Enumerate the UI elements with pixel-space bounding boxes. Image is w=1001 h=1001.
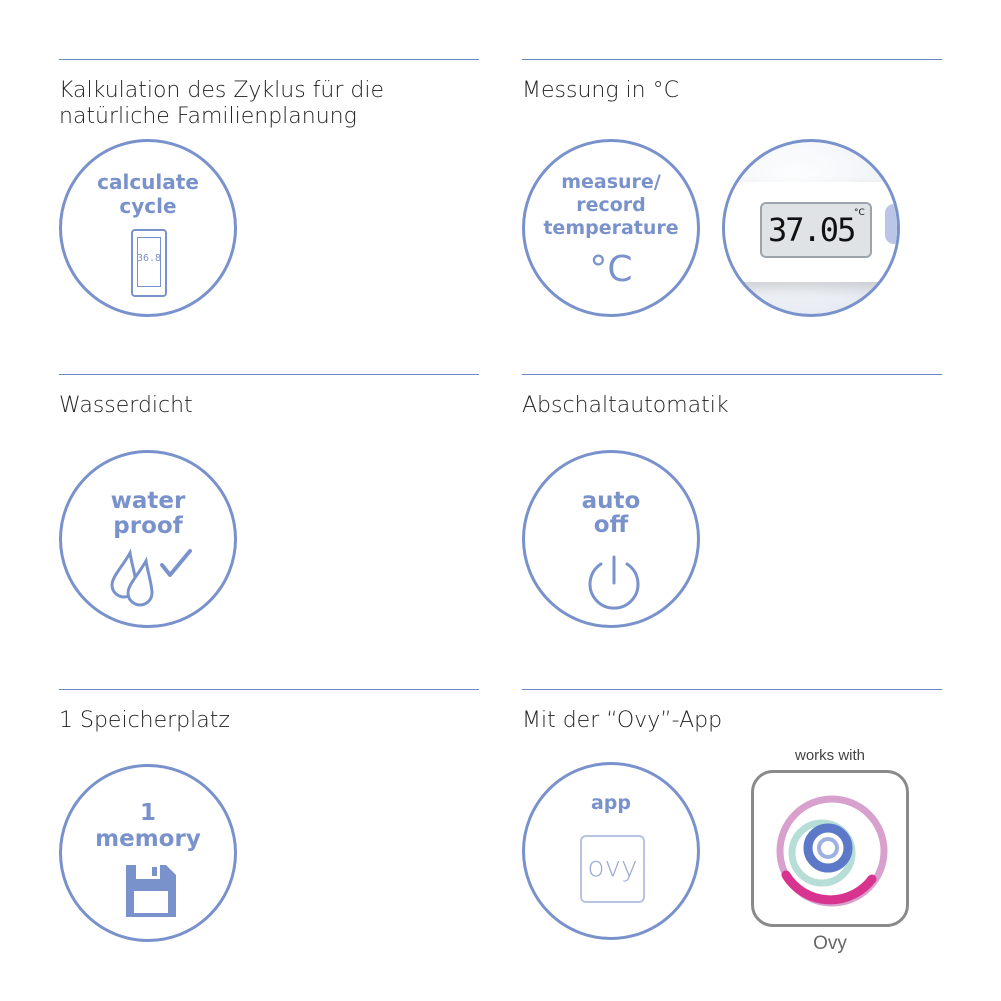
lcd-unit: °C [854, 208, 865, 218]
icon-label: record [576, 194, 646, 216]
measure-temperature-icon [522, 139, 700, 317]
feature-title: Kalkulation des Zyklus für die natürliche Familienplanung [59, 78, 385, 129]
icon-label: cycle [119, 194, 177, 218]
phone-reading: 36.8 [136, 253, 162, 264]
feature-autooff [522, 374, 942, 419]
lcd-screen [760, 202, 872, 258]
divider [522, 689, 942, 690]
thermometer-display-photo [722, 139, 900, 317]
icon-label: off [593, 512, 629, 538]
droplets-check-icon [62, 453, 240, 631]
icon-label: memory [95, 826, 201, 852]
icon-label: auto [581, 488, 641, 514]
memory-icon [59, 764, 237, 942]
feature-title: Wasserdicht [59, 393, 193, 418]
icon-label: water [110, 488, 186, 514]
feature-title: Mit der “Ovy”-App [522, 708, 723, 733]
phone-icon [131, 229, 167, 297]
divider [59, 374, 479, 375]
ovy-logo-icon [754, 773, 906, 924]
lcd-value: 37.05 [768, 211, 855, 249]
icon-label: app [590, 792, 632, 814]
power-icon [525, 453, 703, 631]
waterproof-icon [59, 450, 237, 628]
icon-label: temperature [543, 217, 679, 239]
ovy-app-tile [580, 835, 645, 903]
app-name: ovy [587, 850, 638, 883]
feature-memory [59, 689, 479, 734]
feature-title: 1 Speicherplatz [59, 708, 230, 733]
feature-cycle [59, 59, 479, 130]
ovy-badge-caption: Ovy [813, 933, 847, 954]
feature-waterproof [59, 374, 479, 419]
divider [59, 689, 479, 690]
divider [522, 59, 942, 60]
icon-label: calculate [97, 170, 199, 194]
feature-celsius [522, 59, 942, 104]
feature-app [522, 689, 942, 734]
ovy-badge [751, 770, 909, 927]
works-with-label: works with [794, 747, 865, 764]
app-icon [522, 762, 700, 940]
calculate-cycle-icon [59, 139, 237, 317]
icon-label: measure/ [561, 171, 661, 193]
feature-title: Abschaltautomatik [522, 393, 729, 418]
feature-title: Messung in °C [522, 78, 679, 103]
auto-off-icon [522, 450, 700, 628]
icon-label: 1 [139, 800, 156, 826]
icon-label: proof [113, 513, 183, 539]
celsius-unit: °C [589, 249, 633, 290]
floppy-disk-icon [62, 767, 240, 945]
divider [522, 374, 942, 375]
divider [59, 59, 479, 60]
